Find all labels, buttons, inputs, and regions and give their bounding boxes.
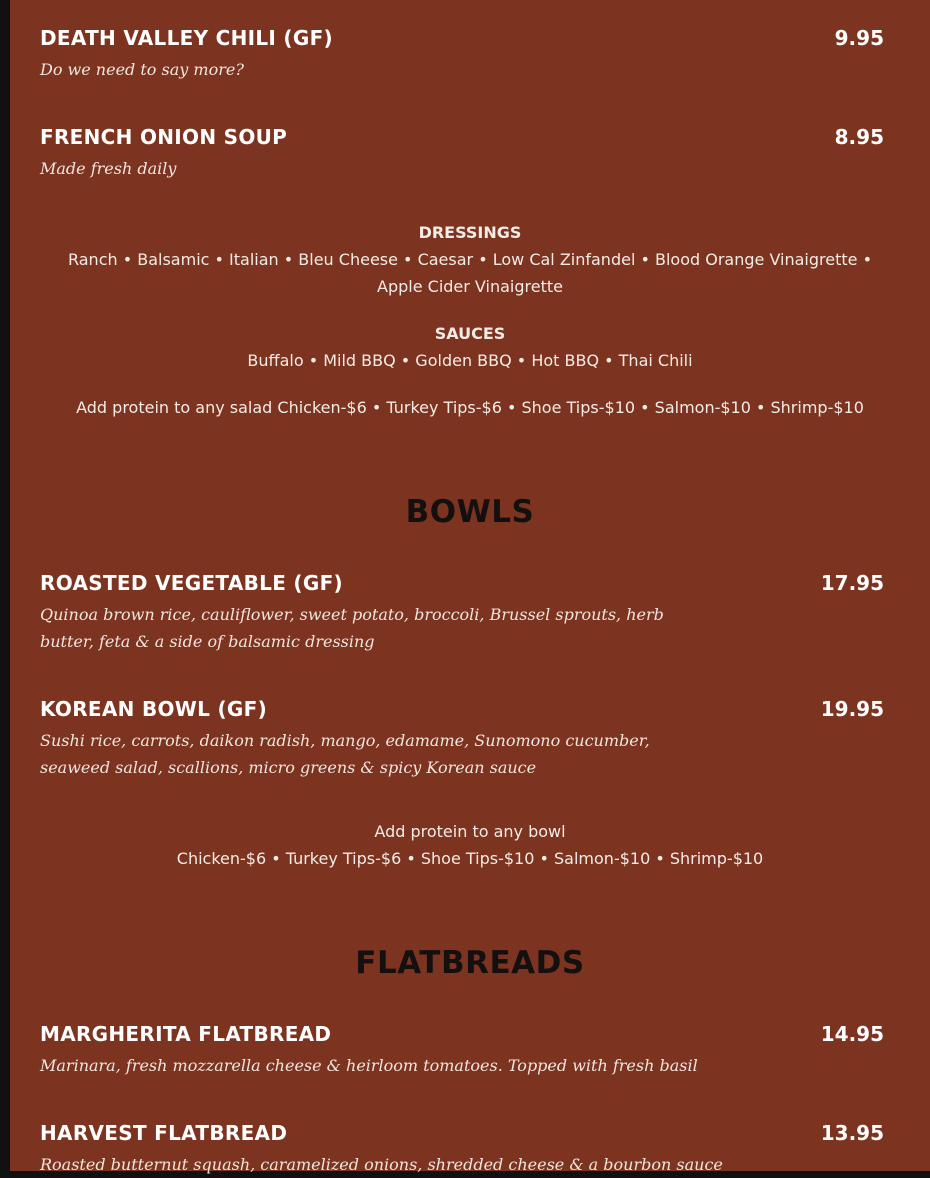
item-description: Do we need to say more? [40,60,244,79]
menu-page [10,0,930,1174]
item-description: Made fresh daily [40,159,177,178]
item-name: FRENCH ONION SOUP [40,125,288,149]
item-price: 9.95 [834,26,884,50]
item-price: 17.95 [820,571,884,595]
bowl-protein-title: Add protein to any bowl [374,822,566,841]
item-price: 13.95 [820,1121,884,1145]
item-name: HARVEST FLATBREAD [40,1121,288,1145]
item-description: Quinoa brown rice, cauliflower, sweet potato, broccoli, Brussel sprouts, herb butter, feta & a side of balsamic dressing [40,605,664,651]
item-name: DEATH VALLEY CHILI (GF) [40,26,333,50]
item-price: 19.95 [820,697,884,721]
dressings-title: DRESSINGS [418,223,522,242]
item-name: ROASTED VEGETABLE (GF) [40,571,343,595]
item-price: 8.95 [834,125,884,149]
sauces-title: SAUCES [434,324,506,343]
item-description: Roasted butternut squash, caramelized onions, shredded cheese & a bourbon sauce [40,1155,723,1174]
item-price: 14.95 [820,1022,884,1046]
section-heading-flatbreads: FLATBREADS [355,945,585,981]
sauces-list: Buffalo • Mild BBQ • Golden BBQ • Hot BBQ • Thai Chili [247,351,693,370]
item-name: MARGHERITA FLATBREAD [40,1022,332,1046]
section-heading-bowls: BOWLS [405,494,535,530]
dressings-list: Ranch • Balsamic • Italian • Bleu Cheese • Caesar • Low Cal Zinfandel • Blood Orange Vinaigrette • Apple Cider Vinaigrette [67,250,873,296]
salad-protein-note: Add protein to any salad Chicken-$6 • Turkey Tips-$6 • Shoe Tips-$10 • Salmon-$10 • Shrimp-$10 [76,398,864,417]
item-description: Marinara, fresh mozzarella cheese & heirloom tomatoes. Topped with fresh basil [40,1056,698,1075]
bowl-protein-list: Chicken-$6 • Turkey Tips-$6 • Shoe Tips-$10 • Salmon-$10 • Shrimp-$10 [176,849,764,868]
item-name: KOREAN BOWL (GF) [40,697,268,721]
item-description: Sushi rice, carrots, daikon radish, mango, edamame, Sunomono cucumber, seaweed salad, scallions, micro greens & spicy Korean sauce [40,731,650,777]
